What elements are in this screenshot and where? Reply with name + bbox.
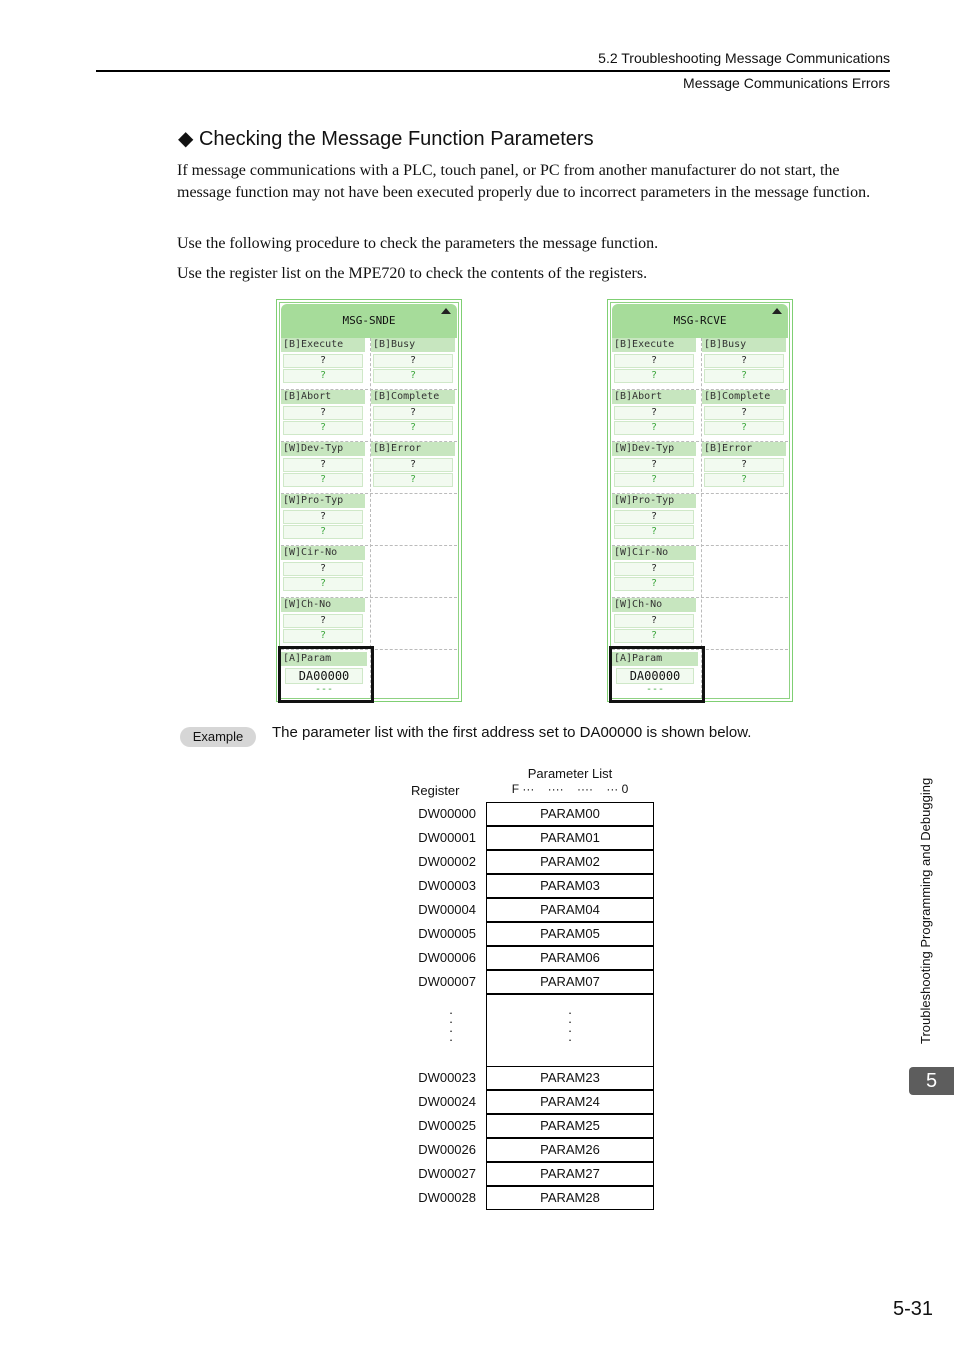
io-value-field[interactable]: ? [614,354,694,368]
io-value-field[interactable]: ? [614,458,694,472]
io-status-field: ? [704,369,784,383]
io-label: [W]Ch-No [612,598,696,612]
param-row: PARAM03 [486,874,654,898]
param-row: PARAM01 [486,826,654,850]
io-status-field: ? [614,473,694,487]
io-label: [W]Dev-Typ [281,442,365,456]
io-cell-left [281,442,365,492]
io-label: [B]Error [702,442,786,456]
io-value-field[interactable]: ? [373,354,453,368]
param-row: PARAM04 [486,898,654,922]
io-label: [B]Complete [371,390,455,404]
io-value-field[interactable]: ? [614,614,694,628]
io-value-field[interactable]: ? [704,458,784,472]
io-status-field: ? [373,369,453,383]
io-status-field: ? [283,473,363,487]
param-row: PARAM27 [486,1162,654,1186]
io-status-field: ? [614,577,694,591]
io-status-field: ? [704,421,784,435]
register-header: Register [411,783,460,798]
io-status-field: ? [614,369,694,383]
register-address: DW00007 [418,974,476,989]
io-cell-left [612,442,696,492]
header-subsection: Message Communications Errors [683,75,890,91]
example-badge: Example [180,727,256,747]
paragraph-intro: If message communications with a PLC, touch panel, or PC from another manufacturer do not start, the message function may not have been executed properly due to incorrect parameters in the message function. [177,162,871,201]
param-address-field[interactable]: DA00000 [285,668,363,684]
io-value-field[interactable]: ? [283,562,363,576]
io-label: [B]Abort [281,390,365,404]
io-label: [B]Abort [612,390,696,404]
register-address: DW00025 [418,1118,476,1133]
register-address: DW00000 [418,806,476,821]
param-status: --- [645,684,665,695]
io-cell-right [702,442,786,492]
io-label: [B]Busy [702,338,786,352]
collapse-triangle-icon[interactable] [441,308,451,314]
chapter-tab: 5 [909,1067,954,1095]
io-value-field[interactable]: ? [704,354,784,368]
param-row: PARAM24 [486,1090,654,1114]
io-value-field[interactable]: ? [283,458,363,472]
register-address: DW00003 [418,878,476,893]
io-status-field: ? [283,577,363,591]
io-cell-right [702,390,786,440]
register-address: DW00004 [418,902,476,917]
param-label: [A]Param [281,652,367,666]
io-status-field: ? [373,421,453,435]
param-highlight-box [278,646,374,703]
page-number: 5-31 [893,1298,934,1320]
register-address: DW00023 [418,1070,476,1085]
io-label: [W]Dev-Typ [612,442,696,456]
example-text: The parameter list with the first address set to DA00000 is shown below. [272,724,752,741]
io-cell-left [612,494,696,544]
io-label: [W]Pro-Typ [281,494,365,508]
chapter-side-title: Troubleshooting Programming and Debugging [918,777,933,1044]
io-cell-left [281,338,365,388]
io-cell-left [281,598,365,648]
io-cell-right [371,442,455,492]
param-row: PARAM06 [486,946,654,970]
io-cell-left [281,546,365,596]
collapse-triangle-icon[interactable] [772,308,782,314]
msg-snde-block [276,299,462,702]
io-status-field: ? [614,421,694,435]
param-status: --- [314,684,334,695]
io-label: [B]Error [371,442,455,456]
io-cell-right [371,390,455,440]
block-title: MSG-SNDE [281,304,457,338]
block-title: MSG-RCVE [612,304,788,338]
register-address: DW00002 [418,854,476,869]
param-highlight-box [609,646,705,703]
param-row: PARAM23 [486,1066,654,1090]
register-address: DW00027 [418,1166,476,1181]
io-status-field: ? [614,629,694,643]
paragraph-register-list: Use the register list on the MPE720 to check the contents of the registers. [177,265,648,282]
io-cell-right [702,338,786,388]
io-label: [W]Cir-No [612,546,696,560]
param-address-field[interactable]: DA00000 [616,668,694,684]
io-value-field[interactable]: ? [283,354,363,368]
io-cell-right [371,338,455,388]
io-cell-left [612,338,696,388]
register-address: DW00026 [418,1142,476,1157]
io-label: [W]Ch-No [281,598,365,612]
io-value-field[interactable]: ? [283,614,363,628]
param-row: PARAM07 [486,970,654,994]
io-status-field: ? [614,525,694,539]
io-status-field: ? [704,473,784,487]
param-row: PARAM00 [486,802,654,826]
io-cell-left [612,598,696,648]
param-row: PARAM28 [486,1186,654,1210]
section-heading [178,126,594,151]
param-row: PARAM26 [486,1138,654,1162]
io-status-field: ? [283,421,363,435]
heading-title: Checking the Message Function Parameters [198,128,594,150]
io-value-field[interactable]: ? [373,458,453,472]
register-address: DW00028 [418,1190,476,1205]
io-status-field: ? [283,525,363,539]
io-label: [W]Cir-No [281,546,365,560]
io-status-field: ? [283,369,363,383]
register-address: DW00001 [418,830,476,845]
bits-header: F ··· ···· ···· ··· 0 [511,782,629,796]
io-label: [B]Execute [612,338,696,352]
io-value-field[interactable]: ? [283,406,363,420]
param-row: PARAM25 [486,1114,654,1138]
io-cell-left [281,390,365,440]
param-row: PARAM05 [486,922,654,946]
diamond-bullet-icon: ◆ [178,128,194,150]
param-row: PARAM02 [486,850,654,874]
io-label: [B]Execute [281,338,365,352]
io-value-field[interactable]: ? [614,406,694,420]
io-label: [B]Busy [371,338,455,352]
header-rule [96,70,890,72]
parameter-list-title: Parameter List [527,766,613,781]
io-label: [W]Pro-Typ [612,494,696,508]
param-ellipsis: · · · · [567,1005,573,1047]
io-cell-left [612,546,696,596]
io-cell-left [612,390,696,440]
io-status-field: ? [373,473,453,487]
paragraph-procedure: Use the following procedure to check the parameters the message function. [177,235,659,252]
io-value-field[interactable]: ? [704,406,784,420]
register-address: DW00006 [418,950,476,965]
io-cell-left [281,494,365,544]
io-value-field[interactable]: ? [283,510,363,524]
register-address: DW00005 [418,926,476,941]
header-section: 5.2 Troubleshooting Message Communications [598,50,890,66]
msg-rcve-block [607,299,793,702]
register-address: DW00024 [418,1094,476,1109]
param-label: [A]Param [612,652,698,666]
io-value-field[interactable]: ? [373,406,453,420]
io-label: [B]Complete [702,390,786,404]
io-value-field[interactable]: ? [614,562,694,576]
register-ellipsis: · · · · [448,1005,454,1047]
io-value-field[interactable]: ? [614,510,694,524]
io-status-field: ? [283,629,363,643]
